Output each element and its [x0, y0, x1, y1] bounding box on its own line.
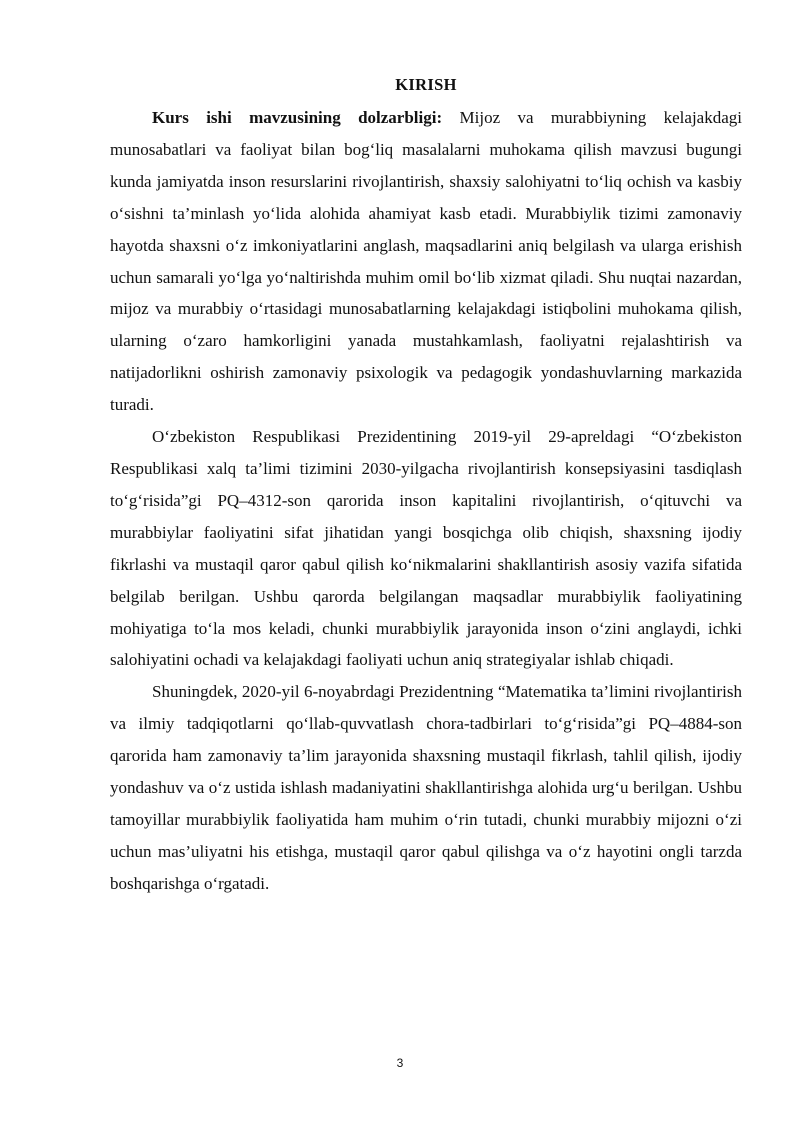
paragraph-decree-4312 [110, 421, 742, 676]
document-page [110, 74, 742, 900]
paragraph-text: Shuningdek, 2020-yil 6-noyabrdagi Prezidentning “Matematika ta’limini rivojlantirish va ilmiy tadqiqotlarni qo‘llab-quvvatlash chora-tadbirlari to‘g‘risida”gi PQ–4884-son qarorida ham zamonaviy ta’lim jarayonida shaxsning mustaqil fikrlash, tahlil qilish, ijodiy yondashuv va o‘z ustida ishlash madaniyatini shakllantirishga alohida urg‘u berilgan. Ushbu tamoyillar murabbiylik faoliyatida ham muhim o‘rin tutadi, chunki murabbiy mijozni o‘zi uchun mas’uliyatni his etishga, mustaqil qaror qabul qilishga va o‘z hayotini ongli tarzda boshqarishga o‘rgatadi. [110, 682, 742, 893]
paragraph-relevance [110, 102, 742, 421]
paragraph-decree-4884 [110, 676, 742, 899]
paragraph-text: Mijoz va murabbiyning kelajakdagi munosabatlari va faoliyat bilan bog‘liq masalalarni muhokama qilish mavzusi bugungi kunda jamiyatda inson resurslarini rivojlantirish, shaxsiy salohiyatni to‘liq ochish va kasbiy o‘sishni ta’minlash yo‘lida alohida ahamiyat kasb etadi. Murabbiylik tizimi zamonaviy hayotda shaxsni o‘z imkoniyatlarini anglash, maqsadlarini aniq belgilash va ularga erishish uchun samarali yo‘lga yo‘naltirishda muhim omil bo‘lib xizmat qiladi. Shu nuqtai nazardan, mijoz va murabbiy o‘rtasidagi munosabatlarning kelajakdagi istiqbolini muhokama qilish, ularning o‘zaro hamkorligini yanada mustahkamlash, faoliyatni rejalashtirish va natijadorlikni oshirish zamonaviy psixologik va pedagogik yondashuvlarning markazida turadi. [110, 108, 742, 415]
page-number: 3 [396, 1056, 404, 1070]
paragraph-text: O‘zbekiston Respublikasi Prezidentining 2019-yil 29-apreldagi “O‘zbekiston Respublikasi xalq ta’limi tizimini 2030-yilgacha rivojlantirish konsepsiyasini tasdiqlash to‘g‘risida”gi PQ–4312-son qarorida inson kapitalini rivojlantirish, o‘qituvchi va murabbiylar faoliyatini sifat jihatidan yangi bosqichga olib chiqish, shaxsning ijodiy fikrlashi va mustaqil qaror qabul qilish ko‘nikmalarini shakllantirish asosiy vazifa sifatida belgilab berilgan. Ushbu qarorda belgilangan maqsadlar murabbiylik faoliyatining mohiyatiga to‘la mos keladi, chunki murabbiylik jarayonida inson o‘zini anglaydi, ichki salohiyatini ochadi va kelajakdagi faoliyati uchun aniq strategiyalar ishlab chiqadi. [110, 427, 742, 670]
paragraph-lead: Kurs ishi mavzusining dolzarbligi: [152, 108, 443, 127]
section-title: KIRISH [395, 75, 457, 94]
